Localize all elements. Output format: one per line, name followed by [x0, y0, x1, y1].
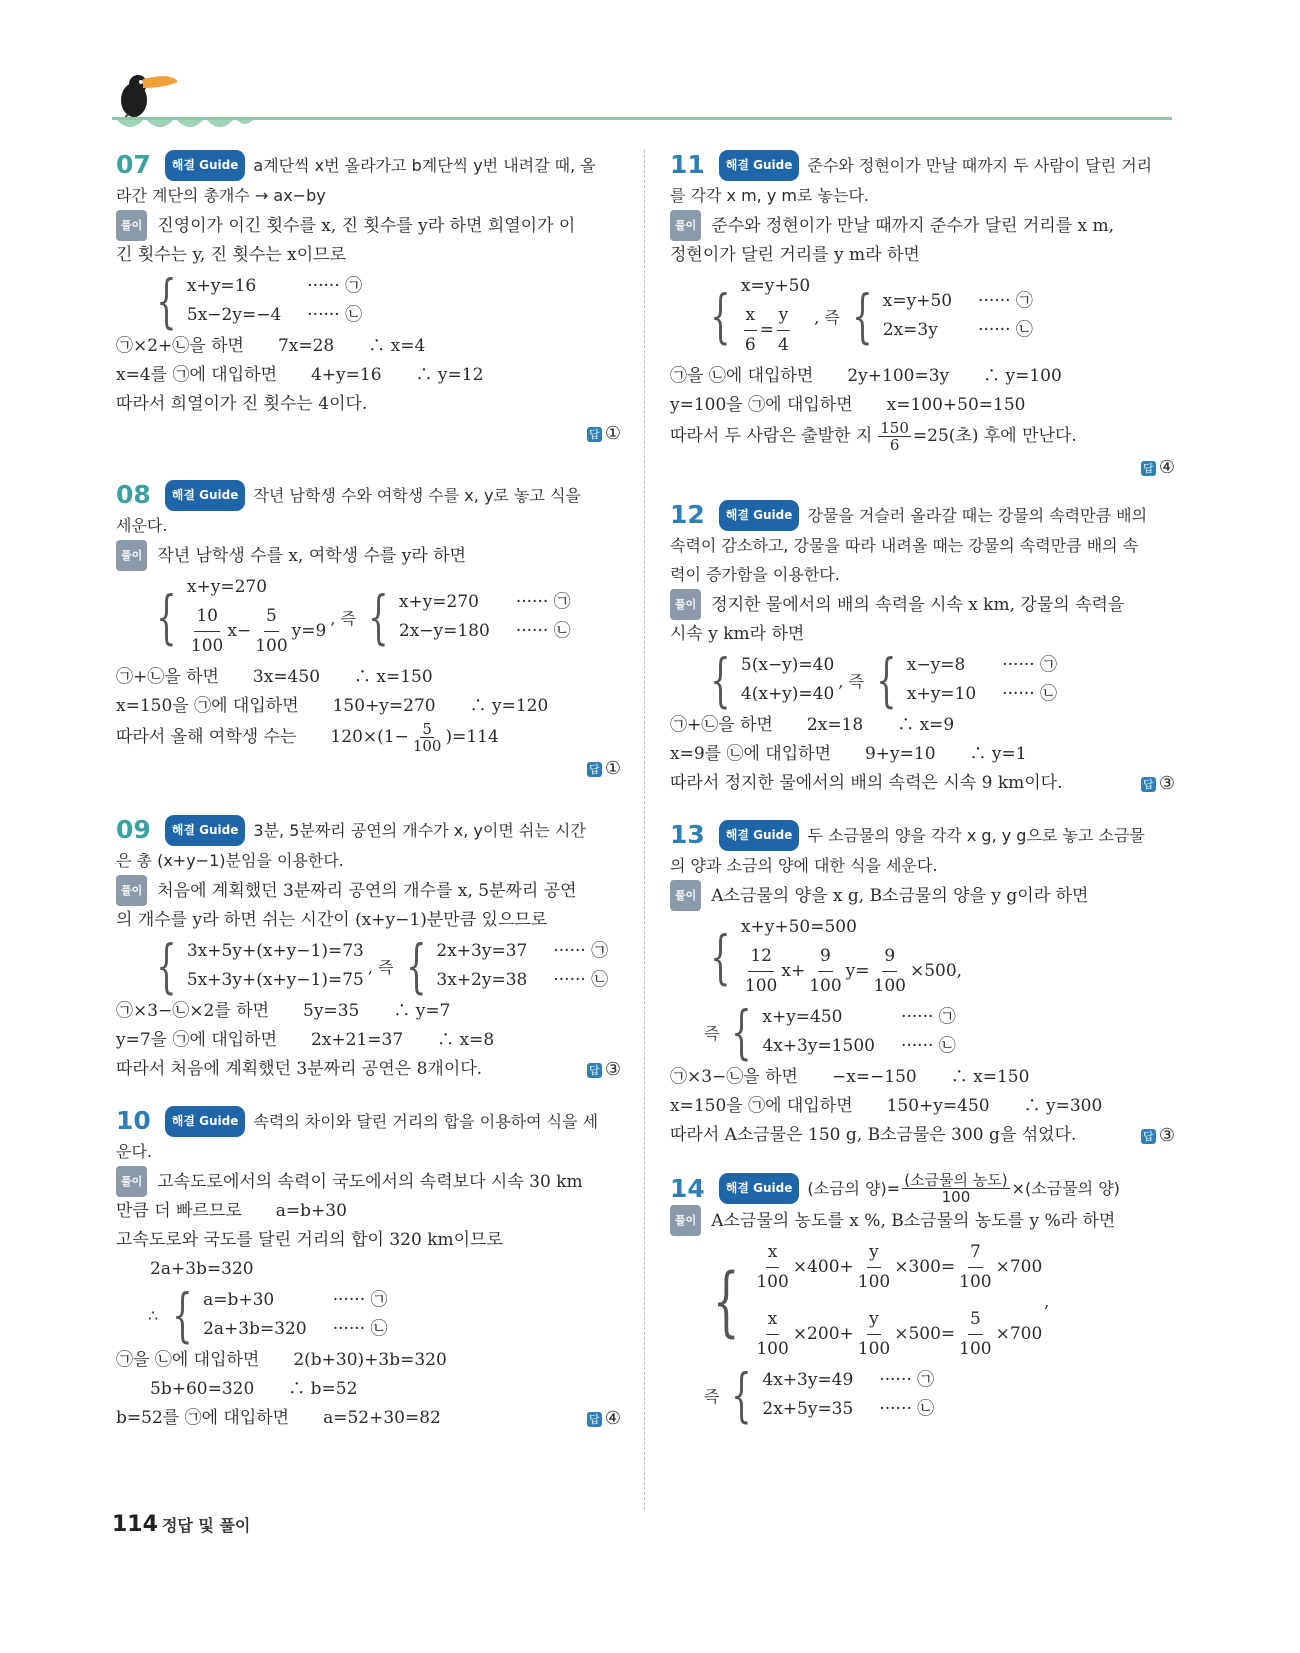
- answer: [1141, 769, 1175, 798]
- answer: [116, 758, 621, 779]
- term: ×500,: [909, 961, 963, 981]
- guide-line: [670, 1172, 1175, 1205]
- solution-text: 처음에 계획했던 3분짜리 공연의 개수를 x, 5분짜리 공연: [157, 881, 577, 901]
- term: ×500=: [894, 1324, 956, 1344]
- equation-tag: ······ ㉠: [553, 941, 609, 961]
- answer-value: ③: [604, 1059, 621, 1080]
- numerator: 5: [264, 602, 279, 632]
- brace-symbol: {: [368, 583, 389, 651]
- term: =: [759, 320, 774, 340]
- step-line: x=4를 ㉠에 대입하면 4+y=16 ∴ y=12: [116, 365, 484, 385]
- equation: x−y=8: [906, 655, 966, 675]
- problem-number: 10: [116, 1106, 151, 1135]
- footer-title: 정답 및 풀이: [161, 1516, 251, 1535]
- connector: , 즉: [838, 671, 864, 691]
- equation: x+y=10: [906, 684, 977, 704]
- problem-13: [670, 820, 1175, 1150]
- equation: 3x+2y=38: [436, 970, 528, 990]
- equation-tag: ······ ㉡: [900, 1036, 956, 1056]
- step-line: ㉠×2+㉡을 하면 7x=28 ∴ x=4: [116, 336, 426, 356]
- answer-icon: 답: [587, 1412, 602, 1427]
- guide-text: 력이 증가함을 이용한다.: [670, 565, 840, 584]
- column-divider: [644, 150, 645, 1510]
- term: y=9: [291, 621, 327, 641]
- equation: x+y+50=500: [740, 917, 857, 937]
- brace-symbol: {: [852, 282, 873, 350]
- equation-tag: ······ ㉠: [1002, 655, 1057, 675]
- step-line: 5b+60=320 ∴ b=52: [150, 1379, 358, 1399]
- solution-badge: 풀이: [116, 875, 147, 906]
- solution-text: A소금물의 농도를 x %, B소금물의 농도를 y %라 하면: [711, 1211, 1116, 1231]
- guide-badge: 해결 Guide: [719, 820, 800, 851]
- denominator: 6: [889, 436, 900, 454]
- guide-text: 속력이 감소하고, 강물을 따라 내려올 때는 강물의 속력만큼 배의 속: [670, 536, 1139, 555]
- solution-text: 긴 횟수는 y, 진 횟수는 x이므로: [116, 245, 346, 265]
- numerator: 9: [882, 942, 897, 972]
- solution-badge: 풀이: [670, 880, 701, 911]
- guide-badge: 해결 Guide: [165, 1106, 246, 1137]
- solution-badge: 풀이: [116, 540, 147, 571]
- guide-text: 를 각각 x m, y m로 놓는다.: [670, 186, 869, 205]
- step-line: x=150을 ㉠에 대입하면 150+y=270 ∴ y=120: [116, 696, 549, 716]
- denominator: 4: [777, 335, 789, 355]
- equation: 2x+3y=37: [436, 941, 528, 961]
- equation: [741, 942, 962, 1001]
- equation-system: [670, 646, 1175, 714]
- guide-text: 라간 계단의 총개수 → ax−by: [116, 186, 326, 205]
- equation: 4x+3y=49: [762, 1370, 854, 1390]
- equation-tag: ······ ㉡: [879, 1399, 935, 1419]
- brace-symbol: {: [172, 1281, 193, 1349]
- connector: , 즉: [367, 957, 394, 977]
- term: 따라서 올해 여학생 수는 120×(1−: [116, 727, 409, 747]
- answer: [587, 1055, 621, 1084]
- denominator: 100: [873, 976, 906, 996]
- equation-tag: ······ ㉠: [307, 276, 363, 296]
- numerator: y: [867, 1238, 881, 1268]
- equation: 2x+5y=35: [762, 1399, 854, 1419]
- denominator: 100: [744, 976, 778, 996]
- term: ×700: [995, 1324, 1043, 1344]
- brace-symbol: {: [710, 923, 731, 991]
- solution-text: 의 개수를 y라 하면 쉬는 시간이 (x+y−1)분만큼 있으므로: [116, 910, 548, 930]
- numerator: 5: [968, 1305, 983, 1335]
- guide-text: (소금의 양)=: [807, 1179, 901, 1198]
- solution-text: 시속 y km라 하면: [670, 624, 805, 644]
- equation-system: [670, 913, 1175, 1001]
- equation: [752, 1238, 1042, 1297]
- equation-system: [116, 267, 621, 335]
- answer-value: ④: [1158, 457, 1175, 478]
- connector: , 즉: [330, 608, 356, 628]
- equation-system: [670, 1238, 1175, 1364]
- step-line: ㉠을 ㉡에 대입하면 2(b+30)+3b=320: [116, 1350, 447, 1370]
- denominator: 100: [255, 636, 288, 656]
- step-line: [670, 1121, 1175, 1150]
- answer-value: ④: [604, 1408, 621, 1429]
- numerator: x: [766, 1305, 780, 1335]
- guide-text: 운다.: [116, 1142, 152, 1161]
- solution-badge: 풀이: [670, 1205, 701, 1236]
- equation: x+y=270: [186, 577, 268, 597]
- guide-text: 속력의 차이와 달린 거리의 합을 이용하여 식을 세: [253, 1112, 599, 1131]
- step-line: [116, 1404, 621, 1433]
- solution-text: 정지한 물에서의 배의 속력을 시속 x km, 강물의 속력을: [711, 595, 1125, 615]
- step-line: x=9를 ㉡에 대입하면 9+y=10 ∴ y=1: [670, 744, 1027, 764]
- equation-tag: ······ ㉡: [553, 970, 609, 990]
- equation: x+y=270: [398, 592, 480, 612]
- numerator: 10: [194, 602, 220, 632]
- guide-badge: 해결 Guide: [165, 150, 246, 181]
- equation: x+y=450: [762, 1007, 843, 1027]
- solution-text: 준수와 정현이가 만날 때까지 준수가 달린 거리를 x m,: [711, 216, 1115, 236]
- brace-symbol: {: [712, 1256, 740, 1345]
- solution-text: 정현이가 달린 거리를 y m라 하면: [670, 245, 920, 265]
- problem-12: [670, 500, 1175, 798]
- page-number: 114: [112, 1512, 158, 1537]
- guide-badge: 해결 Guide: [719, 1173, 800, 1204]
- brace-symbol: {: [731, 998, 753, 1066]
- numerator: 9: [818, 942, 833, 972]
- equation: [741, 301, 810, 360]
- denominator: 100: [412, 737, 442, 755]
- equation-system: [670, 272, 1175, 360]
- equation-tag: ······ ㉠: [515, 592, 571, 612]
- equation: [187, 602, 326, 661]
- step-line: y=100을 ㉠에 대입하면 x=100+50=150: [670, 395, 1026, 415]
- guide-text: 작년 남학생 수와 여학생 수를 x, y로 놓고 식을: [253, 486, 581, 505]
- term: x−: [227, 621, 252, 641]
- solution-text: 고속도로에서의 속력이 국도에서의 속력보다 시속 30 km: [157, 1172, 583, 1192]
- equation-tag: ······ ㉡: [332, 1319, 388, 1339]
- numerator: (소금물의 농도): [904, 1171, 1008, 1189]
- numerator: x: [766, 1238, 780, 1268]
- answer-value: ①: [604, 758, 621, 779]
- page-footer: [112, 1512, 250, 1537]
- brace-symbol: {: [405, 932, 427, 1000]
- equation-tag: ······ ㉡: [307, 305, 363, 325]
- problem-10: [116, 1106, 621, 1433]
- term: ×700: [995, 1257, 1043, 1277]
- denominator: 100: [857, 1339, 891, 1359]
- left-column: [116, 150, 621, 1433]
- step-line: ㉠+㉡을 하면 2x=18 ∴ x=9: [670, 715, 955, 735]
- brace-symbol: {: [156, 267, 177, 335]
- denominator: 100: [941, 1188, 971, 1206]
- solution-text: 작년 남학생 수를 x, 여학생 수를 y라 하면: [157, 546, 467, 566]
- term: )=114: [445, 727, 499, 747]
- solution-text: 만큼 더 빠르므로 a=b+30: [116, 1201, 347, 1221]
- equation: a=b+30: [203, 1290, 275, 1310]
- step-line: ㉠을 ㉡에 대입하면 2y+100=3y ∴ y=100: [670, 366, 1062, 386]
- denominator: 100: [857, 1272, 891, 1292]
- problem-number: 13: [670, 820, 705, 849]
- equation: 2a+3b=320: [203, 1319, 307, 1339]
- equation: 5(x−y)=40: [740, 655, 835, 675]
- answer-icon: 답: [1141, 777, 1156, 792]
- solution-text: A소금물의 양을 x g, B소금물의 양을 y g이라 하면: [711, 886, 1089, 906]
- equation-tag: ······ ㉡: [978, 320, 1033, 340]
- brace-symbol: {: [710, 282, 731, 350]
- equation-tag: ······ ㉠: [978, 291, 1033, 311]
- problem-14: [670, 1171, 1175, 1429]
- answer-value: ③: [1158, 773, 1175, 794]
- denominator: 100: [959, 1339, 992, 1359]
- problem-number: 08: [116, 480, 151, 509]
- step-text: 따라서 처음에 계획했던 3분짜리 공연은 8개이다.: [116, 1059, 483, 1079]
- equation: 2a+3b=320: [150, 1259, 254, 1279]
- denominator: 100: [190, 636, 224, 656]
- guide-badge: 해결 Guide: [719, 500, 800, 531]
- numerator: 150: [880, 419, 909, 437]
- denominator: 6: [744, 335, 756, 355]
- equation: x=y+50: [882, 291, 953, 311]
- brace-symbol: {: [731, 1361, 753, 1429]
- step-line: ㉠+㉡을 하면 3x=450 ∴ x=150: [116, 667, 433, 687]
- equation-tag: ······ ㉠: [900, 1007, 956, 1027]
- guide-text: 3분, 5분짜리 공연의 개수가 x, y이면 쉬는 시간: [253, 821, 586, 840]
- equation: x=y+50: [740, 276, 811, 296]
- problem-07: [116, 150, 621, 444]
- denominator: 100: [809, 976, 842, 996]
- term: 따라서 두 사람은 출발한 지: [670, 426, 873, 446]
- equation: 4x+3y=1500: [762, 1036, 875, 1056]
- brace-symbol: {: [710, 646, 731, 714]
- answer-value: ①: [604, 423, 621, 444]
- guide-text: 세운다.: [116, 516, 168, 535]
- step-line: [670, 769, 1175, 798]
- term: ×400+: [792, 1257, 854, 1277]
- step-line: 따라서 희열이가 진 횟수는 4이다.: [116, 394, 368, 414]
- denominator: 100: [756, 1272, 789, 1292]
- equation-tag: ······ ㉠: [332, 1290, 388, 1310]
- numerator: 5: [422, 720, 432, 738]
- solution-badge: 풀이: [670, 589, 701, 620]
- equation-system: [116, 932, 621, 1000]
- guide-text: 은 총 (x+y−1)분임을 이용한다.: [116, 851, 344, 870]
- brace-symbol: {: [156, 932, 177, 1000]
- guide-text: 두 소금물의 양을 각각 x g, y g으로 놓고 소금물: [807, 826, 1145, 845]
- numerator: y: [777, 301, 791, 331]
- problem-number: 14: [670, 1174, 705, 1203]
- numerator: x: [744, 301, 758, 331]
- step-text: 따라서 정지한 물에서의 배의 속력은 시속 9 km이다.: [670, 773, 1063, 793]
- guide-text: 의 양과 소금의 양에 대한 식을 세운다.: [670, 856, 938, 875]
- equation: x+y=16: [186, 276, 257, 296]
- step-line: [116, 1055, 621, 1084]
- equation: 2x−y=180: [398, 621, 490, 641]
- solution-text: 진영이가 이긴 횟수를 x, 진 횟수를 y라 하면 희열이가 이: [157, 216, 576, 236]
- connector: , 즉: [814, 307, 840, 327]
- problem-number: 11: [670, 150, 705, 179]
- equation-system: [116, 1281, 621, 1349]
- numerator: y: [867, 1305, 881, 1335]
- equation: 4(x+y)=40: [740, 684, 835, 704]
- step-line: [670, 420, 1175, 453]
- problem-09: [116, 815, 621, 1084]
- term: ×200+: [792, 1324, 854, 1344]
- toucan-mascot-icon: [112, 70, 192, 122]
- answer: [587, 1404, 621, 1433]
- equation-system: [670, 1361, 1175, 1429]
- answer-value: ③: [1158, 1125, 1175, 1146]
- connector: 즉: [704, 1023, 720, 1043]
- problem-11: [670, 150, 1175, 478]
- equation-system: [116, 573, 621, 661]
- solution-badge: 풀이: [116, 1166, 147, 1197]
- solution-badge: 풀이: [116, 210, 147, 241]
- equation-tag: ······ ㉡: [1002, 684, 1057, 704]
- step-line: ㉠×3−㉡×2를 하면 5y=35 ∴ y=7: [116, 1001, 451, 1021]
- term: x+: [781, 961, 806, 981]
- equation-system: [670, 998, 1175, 1066]
- equation: 5x−2y=−4: [186, 305, 282, 325]
- therefore-symbol: ∴: [148, 1305, 159, 1325]
- answer: [1141, 1121, 1175, 1150]
- equation-tag: ······ ㉠: [879, 1370, 935, 1390]
- right-column: [670, 150, 1175, 1429]
- denominator: 100: [756, 1339, 789, 1359]
- equation-tag: ······ ㉡: [515, 621, 571, 641]
- answer: [670, 457, 1175, 478]
- guide-text: 준수와 정현이가 만날 때까지 두 사람이 달린 거리: [807, 156, 1153, 175]
- problem-number: 07: [116, 150, 151, 179]
- solution-badge: 풀이: [670, 210, 701, 241]
- answer-icon: 답: [587, 427, 602, 442]
- answer: [116, 423, 621, 444]
- brace-symbol: {: [876, 646, 897, 714]
- step-text: 따라서 A소금물은 150 g, B소금물은 300 g을 섞었다.: [670, 1125, 1077, 1145]
- guide-text: ×(소금물의 양): [1011, 1179, 1120, 1198]
- header-rule: [112, 117, 1172, 120]
- answer-icon: 답: [587, 1063, 602, 1078]
- answer-icon: 답: [1141, 461, 1156, 476]
- comma: ,: [1044, 1291, 1050, 1311]
- denominator: 100: [959, 1272, 992, 1292]
- connector: 즉: [704, 1386, 720, 1406]
- step-line: [116, 721, 621, 754]
- problem-08: [116, 480, 621, 779]
- guide-badge: 해결 Guide: [719, 150, 800, 181]
- problem-number: 12: [670, 500, 705, 529]
- term: =25(초) 후에 만난다.: [912, 426, 1077, 446]
- guide-badge: 해결 Guide: [165, 480, 246, 511]
- answer-icon: 답: [587, 762, 602, 777]
- solution-text: 고속도로와 국도를 달린 거리의 합이 320 km이므로: [116, 1230, 503, 1250]
- numerator: 12: [748, 942, 774, 972]
- step-line: ㉠×3−㉡을 하면 −x=−150 ∴ x=150: [670, 1067, 1030, 1087]
- guide-text: 강물을 거슬러 올라갈 때는 강물의 속력만큼 배의: [807, 506, 1148, 525]
- equation: 2x=3y: [882, 320, 938, 340]
- brace-symbol: {: [156, 583, 177, 651]
- equation: [752, 1305, 1042, 1364]
- term: ×300=: [894, 1257, 956, 1277]
- term: y=: [845, 961, 870, 981]
- equation: 3x+5y+(x+y−1)=73: [186, 941, 364, 961]
- numerator: 7: [968, 1238, 983, 1268]
- step-line: x=150을 ㉠에 대입하면 150+y=450 ∴ y=300: [670, 1096, 1103, 1116]
- guide-badge: 해결 Guide: [165, 815, 246, 846]
- answer-icon: 답: [1141, 1129, 1156, 1144]
- equation: 5x+3y+(x+y−1)=75: [186, 970, 364, 990]
- guide-text: a계단씩 x번 올라가고 b계단씩 y번 내려갈 때, 올: [253, 156, 596, 175]
- problem-number: 09: [116, 815, 151, 844]
- step-text: b=52를 ㉠에 대입하면 a=52+30=82: [116, 1408, 441, 1428]
- header-wave-decoration: [115, 118, 255, 134]
- step-line: y=7을 ㉠에 대입하면 2x+21=37 ∴ x=8: [116, 1030, 495, 1050]
